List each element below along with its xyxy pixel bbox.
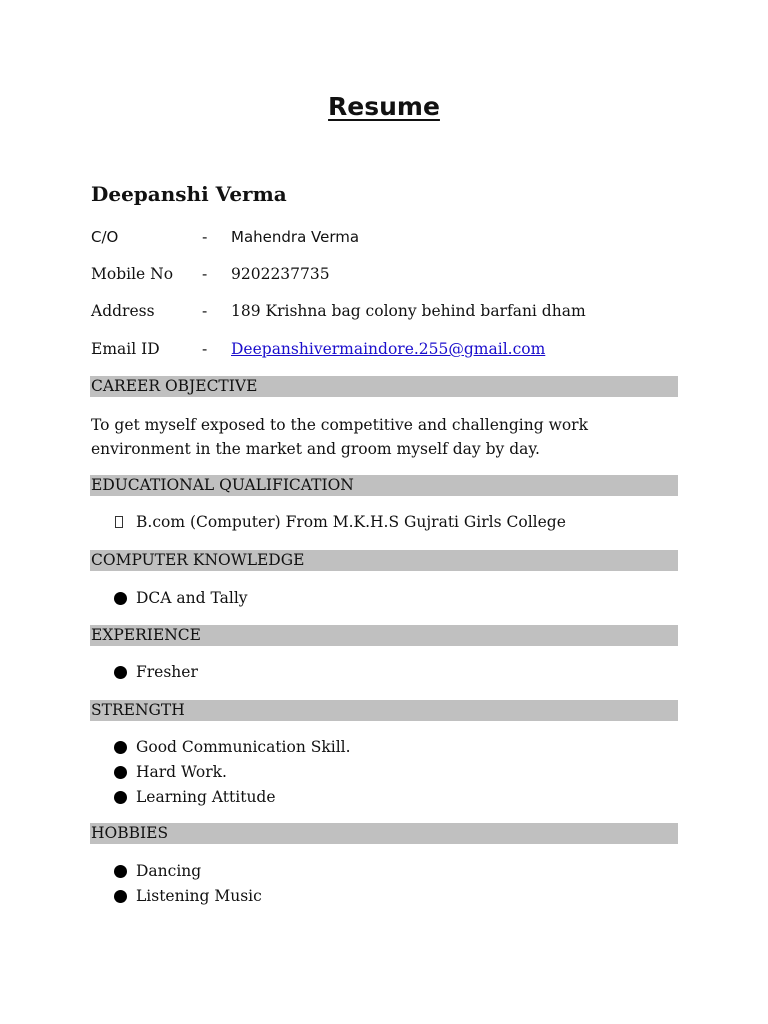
list-item-text: Dancing (136, 862, 202, 880)
list-item (112, 884, 262, 909)
computer-knowledge-list (112, 586, 248, 611)
list-item (112, 660, 198, 685)
list-item (112, 760, 351, 785)
list-item (112, 859, 262, 884)
detail-row-email (91, 340, 691, 362)
section-heading-strength: STRENGTH (90, 700, 678, 721)
missing-glyph-icon (115, 516, 123, 528)
hobbies-list (112, 859, 262, 909)
bullet-icon (114, 791, 127, 804)
experience-list (112, 660, 198, 685)
bullet-icon (114, 666, 127, 679)
list-item-text: Good Communication Skill. (136, 738, 351, 756)
detail-row-mobile (91, 265, 691, 287)
candidate-name: Deepanshi Verma (91, 182, 287, 206)
bullet-icon (114, 741, 127, 754)
detail-value: 189 Krishna bag colony behind barfani dham (231, 302, 586, 320)
detail-separator: - (202, 265, 208, 283)
career-objective-text: To get myself exposed to the competitive and challenging work environment in the market and groom myself day by day. (91, 416, 588, 458)
email-link[interactable]: Deepanshivermaindore.255@gmail.com (231, 340, 546, 358)
strength-list (112, 735, 351, 810)
list-item-text: Listening Music (136, 887, 262, 905)
detail-row-co (91, 228, 691, 250)
section-heading-career-objective: CAREER OBJECTIVE (90, 376, 678, 397)
detail-value: Mahendra Verma (231, 228, 360, 246)
detail-value: 9202237735 (231, 265, 330, 283)
list-item (112, 586, 248, 611)
detail-label: Email ID (91, 340, 160, 358)
bullet-icon (114, 766, 127, 779)
education-list (112, 510, 566, 535)
detail-label: C/O (91, 228, 119, 246)
detail-label: Mobile No (91, 265, 174, 283)
section-heading-education: EDUCATIONAL QUALIFICATION (90, 475, 678, 496)
detail-separator: - (202, 340, 208, 358)
list-item (112, 510, 566, 535)
list-item-text: Fresher (136, 663, 198, 681)
list-item (112, 785, 351, 810)
detail-row-address (91, 302, 691, 324)
list-item-text: B.com (Computer) From M.K.H.S Gujrati Girls College (136, 513, 566, 531)
bullet-icon (114, 592, 127, 605)
bullet-icon (114, 890, 127, 903)
section-heading-computer-knowledge: COMPUTER KNOWLEDGE (90, 550, 678, 571)
detail-separator: - (202, 228, 208, 246)
detail-label: Address (91, 302, 155, 320)
page-title: Resume (328, 92, 440, 121)
list-item (112, 735, 351, 760)
section-heading-experience: EXPERIENCE (90, 625, 678, 646)
bullet-icon (114, 865, 127, 878)
detail-separator: - (202, 302, 208, 320)
list-item-text: Hard Work. (136, 763, 227, 781)
list-item-text: DCA and Tally (136, 589, 248, 607)
section-heading-hobbies: HOBBIES (90, 823, 678, 844)
list-item-text: Learning Attitude (136, 788, 276, 806)
